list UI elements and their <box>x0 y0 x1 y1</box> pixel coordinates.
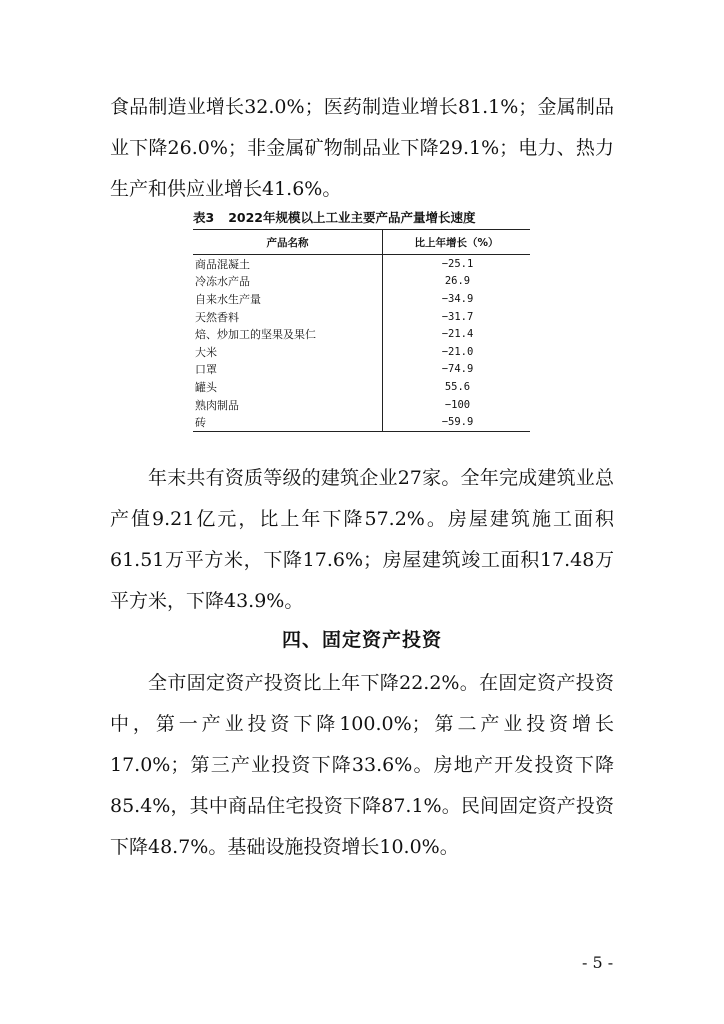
table-row <box>193 290 530 308</box>
product-name-cell: 冷冻水产品 <box>193 273 383 291</box>
table-row <box>193 413 530 431</box>
product-name-cell: 天然香料 <box>193 308 383 326</box>
table-row <box>193 361 530 379</box>
product-output-table <box>193 229 530 432</box>
product-name-cell: 砖 <box>193 413 383 431</box>
table-caption <box>193 208 533 226</box>
table-body <box>193 255 530 432</box>
page-number: - 5 - <box>582 953 614 972</box>
table-title: 2022年规模以上工业主要产品产量增长速度 <box>228 210 476 225</box>
product-name-cell: 自来水生产量 <box>193 290 383 308</box>
product-name-cell: 口罩 <box>193 361 383 379</box>
growth-value-cell: −74.9 <box>441 363 474 376</box>
table-row <box>193 378 530 396</box>
table-row <box>193 308 530 326</box>
product-name-cell: 罐头 <box>193 378 383 396</box>
table-row <box>193 255 530 273</box>
product-name-cell: 熟肉制品 <box>193 396 383 414</box>
column-header-growth: 比上年增长（%） <box>383 230 531 255</box>
paragraph-construction: 年末共有资质等级的建筑企业27家。全年完成建筑业总产值9.21亿元，比上年下降57.2%。房屋建筑施工面积61.51万平方米，下降17.6%；房屋建筑竣工面积17.48万平方米，下降43.9%。 <box>110 467 614 612</box>
growth-value-cell: −25.1 <box>441 257 474 270</box>
product-name-cell: 大米 <box>193 343 383 361</box>
growth-value-cell: −21.0 <box>441 345 474 358</box>
growth-value-cell: 26.9 <box>444 275 471 288</box>
table-row <box>193 343 530 361</box>
paragraph-industry-growth: 食品制造业增长32.0%；医药制造业增长81.1%；金属制品业下降26.0%；非金属矿物制品业下降29.1%；电力、热力生产和供应业增长41.6%。 <box>110 96 614 200</box>
growth-value-cell: −31.7 <box>441 310 474 323</box>
table-row <box>193 396 530 414</box>
growth-value-cell: 55.6 <box>444 380 471 393</box>
column-header-product-name: 产品名称 <box>193 230 383 255</box>
growth-value-cell: −100 <box>444 398 471 411</box>
table-header-row <box>193 230 530 255</box>
growth-value-cell: −21.4 <box>441 328 474 341</box>
product-name-cell: 商品混凝土 <box>193 255 383 273</box>
table-row <box>193 273 530 291</box>
table-row <box>193 325 530 343</box>
growth-value-cell: −59.9 <box>383 413 531 431</box>
section-heading-fixed-asset-investment: 四、固定资产投资 <box>281 629 442 651</box>
product-name-cell: 焙、炒加工的坚果及果仁 <box>193 325 383 343</box>
growth-value-cell: −34.9 <box>441 292 474 305</box>
table-number: 表3 <box>193 210 215 225</box>
paragraph-fixed-asset-investment: 全市固定资产投资比上年下降22.2%。在固定资产投资中，第一产业投资下降100.0%；第二产业投资增长17.0%；第三产业投资下降33.6%。房地产开发投资下降85.4%，其中商品住宅投资下降87.1%。民间固定资产投资下降48.7%。基础设施投资增长10.0%。 <box>110 672 614 858</box>
